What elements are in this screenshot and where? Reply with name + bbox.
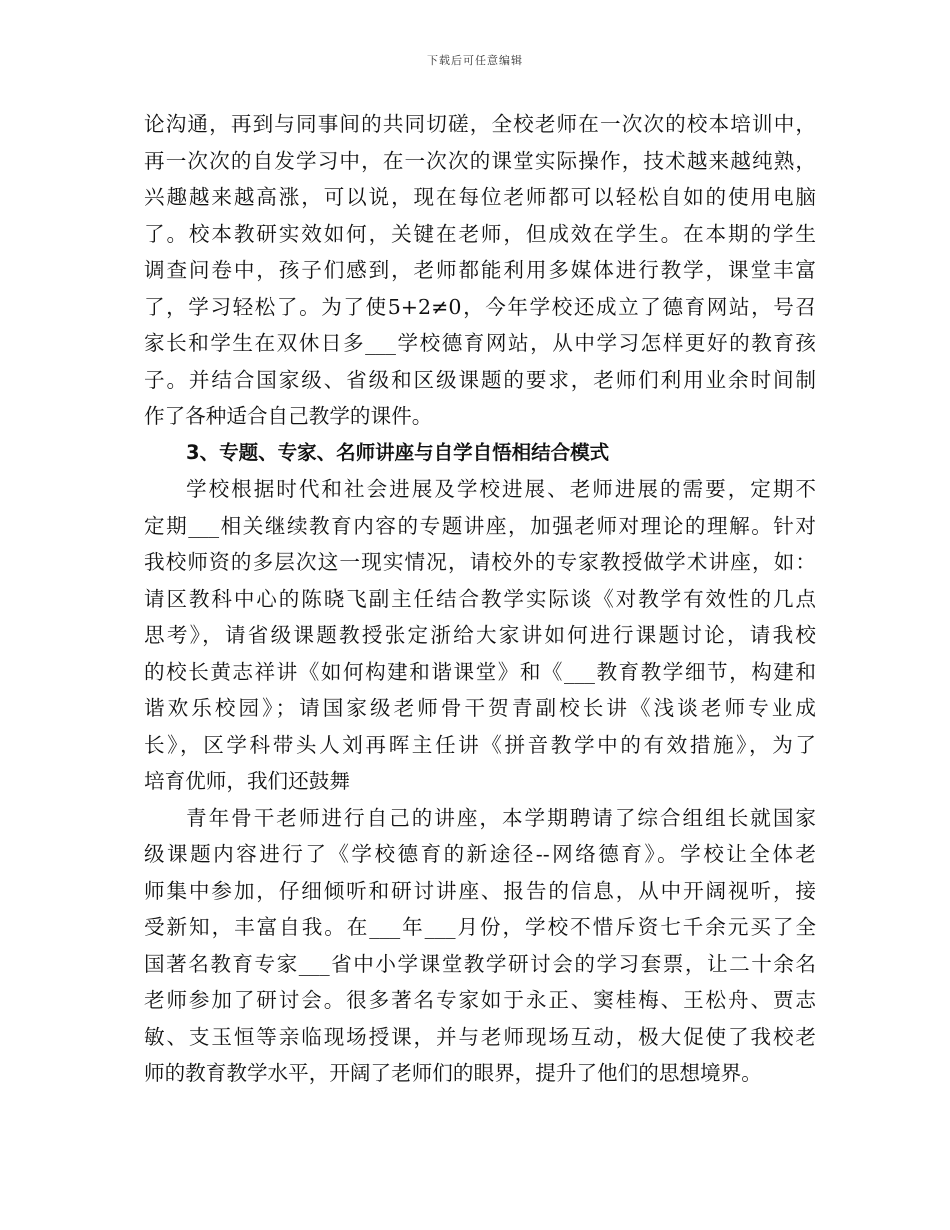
body-line: 请区教科中心的陈晓飞副主任结合教学实际谈《对教学有效性的几点 bbox=[144, 586, 816, 611]
paragraph-first-line: 学校根据时代和社会进展及学校进展、老师进展的需要，定期不 bbox=[186, 477, 816, 501]
body-line: 了，学习轻松了。为了使5+2≠0，今年学校还成立了德育网站，号召 bbox=[144, 294, 816, 319]
body-line: 作了各种适合自己教学的课件。 bbox=[144, 404, 433, 428]
body-line: 老师参加了研讨会。很多著名专家如于永正、窦桂梅、王松舟、贾志 bbox=[144, 988, 816, 1012]
section-heading: 3、专题、专家、名师讲座与自学自悟相结合模式 bbox=[186, 440, 610, 464]
body-line: 长》，区学科带头人刘再晖主任讲《拼音教学中的有效措施》，为了 bbox=[144, 732, 816, 757]
document-body bbox=[144, 106, 816, 1092]
paragraph-first-line: 青年骨干老师进行自己的讲座，本学期聘请了综合组组长就国家 bbox=[186, 805, 816, 830]
body-line: 国著名教育专家___省中小学课堂教学研讨会的学习套票，让二十余名 bbox=[144, 951, 816, 976]
body-line: 师的教育教学水平，开阔了老师们的眼界，提升了他们的思想境界。 bbox=[144, 1061, 762, 1085]
body-line: 定期___相关继续教育内容的专题讲座，加强老师对理论的理解。针对 bbox=[144, 513, 816, 538]
body-line: 再一次次的自发学习中，在一次次的课堂实际操作，技术越来越纯熟， bbox=[144, 148, 816, 173]
body-line: 受新知，丰富自我。在___年___月份，学校不惜斥资七千余元买了全 bbox=[144, 915, 816, 939]
body-line: 了。校本教研实效如何，关键在老师，但成效在学生。在本期的学生 bbox=[144, 221, 816, 246]
body-line: 家长和学生在双休日多___学校德育网站，从中学习怎样更好的教育孩 bbox=[144, 331, 816, 355]
body-line: 级课题内容进行了《学校德育的新途径--网络德育》。学校让全体老 bbox=[144, 842, 816, 866]
body-line: 师集中参加，仔细倾听和研讨讲座、报告的信息，从中开阔视听，接 bbox=[144, 878, 816, 903]
body-line: 思考》，请省级课题教授张定浙给大家讲如何进行课题讨论，请我校 bbox=[144, 623, 816, 647]
body-line: 的校长黄志祥讲《如何构建和谐课堂》和《___教育教学细节，构建和 bbox=[144, 659, 816, 684]
page-header: 下载后可任意编辑 bbox=[427, 54, 523, 67]
body-line: 敏、支玉恒等亲临现场授课，并与老师现场互动，极大促使了我校老 bbox=[144, 1024, 816, 1049]
body-line: 谐欢乐校园》；请国家级老师骨干贺青副校长讲《浅谈老师专业成 bbox=[144, 696, 816, 720]
body-line: 论沟通，再到与同事间的共同切磋，全校老师在一次次的校本培训中， bbox=[144, 112, 816, 136]
body-line: 调查问卷中，孩子们感到，老师都能利用多媒体进行教学，课堂丰富 bbox=[144, 258, 816, 282]
body-line: 子。并结合国家级、省级和区级课题的要求，老师们利用业余时间制 bbox=[144, 367, 816, 392]
body-line: 我校师资的多层次这一现实情况，请校外的专家教授做学术讲座，如： bbox=[144, 550, 816, 574]
body-line: 培育优师，我们还鼓舞 bbox=[144, 769, 350, 793]
body-line: 兴趣越来越高涨，可以说，现在每位老师都可以轻松自如的使用电脑 bbox=[144, 185, 816, 209]
